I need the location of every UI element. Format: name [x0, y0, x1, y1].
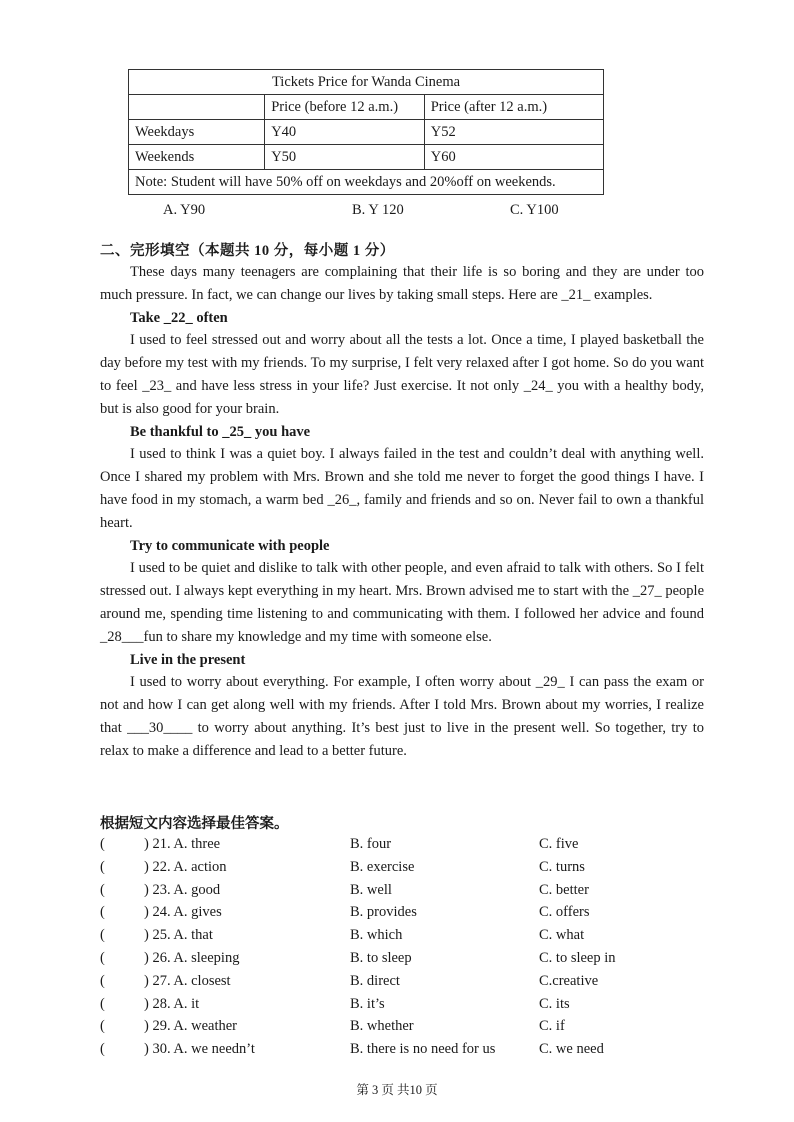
row-after-price: Y60	[424, 145, 603, 170]
option-c: C. if	[539, 1018, 565, 1035]
option-a: ) 25. A. that	[144, 927, 213, 944]
option-b: B. direct	[350, 972, 400, 989]
table-header-empty	[129, 95, 265, 120]
option-b: B. whether	[350, 1018, 414, 1035]
row-before-price: Y50	[265, 145, 425, 170]
answer-paren[interactable]: (	[100, 881, 105, 898]
page-footer: 第 3 页 共10 页	[356, 1083, 438, 1097]
question-row	[100, 833, 720, 856]
question-row	[100, 879, 720, 902]
table-row	[129, 120, 604, 145]
question-list	[100, 833, 720, 1061]
table-header-row	[129, 95, 604, 120]
option-a: ) 30. A. we needn’t	[144, 1041, 255, 1058]
option-c: C. we need	[539, 1041, 604, 1058]
option-a: ) 24. A. gives	[144, 904, 222, 921]
row-label: Weekdays	[129, 120, 265, 145]
table-header-before: Price (before 12 a.m.)	[265, 95, 425, 120]
paragraph-2: I used to think I was a quiet boy. I always failed in the test and couldn’t deal with anything well. Once I shared my problem with Mrs. Brown and she told me never to forget the good things I have. I have food in my stomach, a warm bed _26_, family and friends and so on. Never fail to own a thankful heart.	[100, 446, 704, 531]
option-b: B. well	[350, 881, 392, 898]
ticket-price-table	[128, 69, 604, 195]
question-row	[100, 924, 720, 947]
paragraph-1: I used to feel stressed out and worry about all the tests a lot. Once a time, I played basketball the day before my test with my friends. To my surprise, I felt very relaxed after I got home. So do you want to feel _23_ and have less stress in your life? Just exercise. It not only _24_ you with a healthy body, but is also good for your brain.	[100, 332, 704, 417]
table-header-after: Price (after 12 a.m.)	[424, 95, 603, 120]
ticket-price-table-wrap	[128, 69, 604, 195]
option-b: B. which	[350, 927, 403, 944]
option-c: C.creative	[539, 972, 599, 989]
answer-paren[interactable]: (	[100, 1041, 105, 1058]
option-c: C. better	[539, 881, 589, 898]
answer-paren[interactable]: (	[100, 1018, 105, 1035]
question-row	[100, 856, 720, 879]
answer-paren[interactable]: (	[100, 858, 105, 875]
answer-paren[interactable]: (	[100, 972, 105, 989]
subheading-4: Live in the present	[130, 651, 246, 668]
subheading-1: Take _22_ often	[130, 309, 228, 326]
row-label: Weekends	[129, 145, 265, 170]
option-c: C. to sleep in	[539, 949, 616, 966]
table-title-row	[129, 70, 604, 95]
question-row	[100, 993, 720, 1016]
option-a: ) 26. A. sleeping	[144, 949, 240, 966]
question-row	[100, 901, 720, 924]
prev-option-b: B. Y 120	[352, 202, 404, 218]
prev-option-a: A. Y90	[163, 202, 206, 218]
option-c: C. offers	[539, 904, 590, 921]
option-c: C. what	[539, 927, 585, 944]
option-b: B. exercise	[350, 858, 415, 875]
option-b: B. to sleep	[350, 949, 412, 966]
answer-paren[interactable]: (	[100, 949, 105, 966]
cloze-passage	[100, 261, 704, 763]
question-row	[100, 947, 720, 970]
answer-paren[interactable]: (	[100, 995, 105, 1012]
option-c: C. five	[539, 836, 579, 852]
option-b: B. four	[350, 836, 392, 852]
passage-intro: These days many teenagers are complaining that their life is so boring and they are under too much pressure. In fact, we can change our lives by taking small steps. Here are _21_ examples.	[100, 264, 704, 303]
instruction: 根据短文内容选择最佳答案。	[100, 816, 289, 832]
question-row	[100, 970, 720, 993]
option-a: ) 29. A. weather	[144, 1018, 238, 1035]
option-b: B. provides	[350, 904, 417, 921]
prev-option-c: C. Y100	[510, 202, 559, 218]
table-note-row	[129, 170, 604, 195]
row-before-price: Y40	[265, 120, 425, 145]
option-b: B. it’s	[350, 995, 385, 1012]
option-a: ) 27. A. closest	[144, 972, 231, 989]
answer-paren[interactable]: (	[100, 927, 105, 944]
option-a: ) 21. A. three	[144, 836, 221, 852]
answer-paren[interactable]: (	[100, 836, 105, 852]
subheading-2: Be thankful to _25_ you have	[130, 423, 311, 440]
option-c: C. turns	[539, 858, 585, 875]
paragraph-3: I used to be quiet and dislike to talk with other people, and even afraid to talk with others. So I felt stressed out. I always kept everything in my heart. Mrs. Brown advised me to start with the _27_ people around me, spending time listening to and communicating with them. I followed her advice and found _28___fun to share my knowledge and my time with someone else.	[100, 560, 704, 645]
table-title: Tickets Price for Wanda Cinema	[129, 70, 604, 95]
option-a: ) 28. A. it	[144, 995, 200, 1012]
option-c: C. its	[539, 995, 570, 1012]
row-after-price: Y52	[424, 120, 603, 145]
table-note: Note: Student will have 50% off on weekdays and 20%off on weekends.	[129, 170, 604, 195]
subheading-3: Try to communicate with people	[130, 537, 330, 554]
option-a: ) 22. A. action	[144, 858, 227, 875]
question-row	[100, 1015, 720, 1038]
option-a: ) 23. A. good	[144, 881, 221, 898]
question-row	[100, 1038, 720, 1061]
answer-paren[interactable]: (	[100, 904, 105, 921]
option-b: B. there is no need for us	[350, 1041, 496, 1058]
section-heading: 二、完形填空（本题共 10 分，每小题 1 分）	[100, 243, 395, 259]
table-row	[129, 145, 604, 170]
paragraph-4: I used to worry about everything. For example, I often worry about _29_ I can pass the exam or not and how I can get along well with my friends. After I told Mrs. Brown about my worries, I realize that ___30____ to worry about anything. It’s best just to live in the present well. So together, try to relax to make a difference and lead to a better future.	[100, 674, 704, 759]
